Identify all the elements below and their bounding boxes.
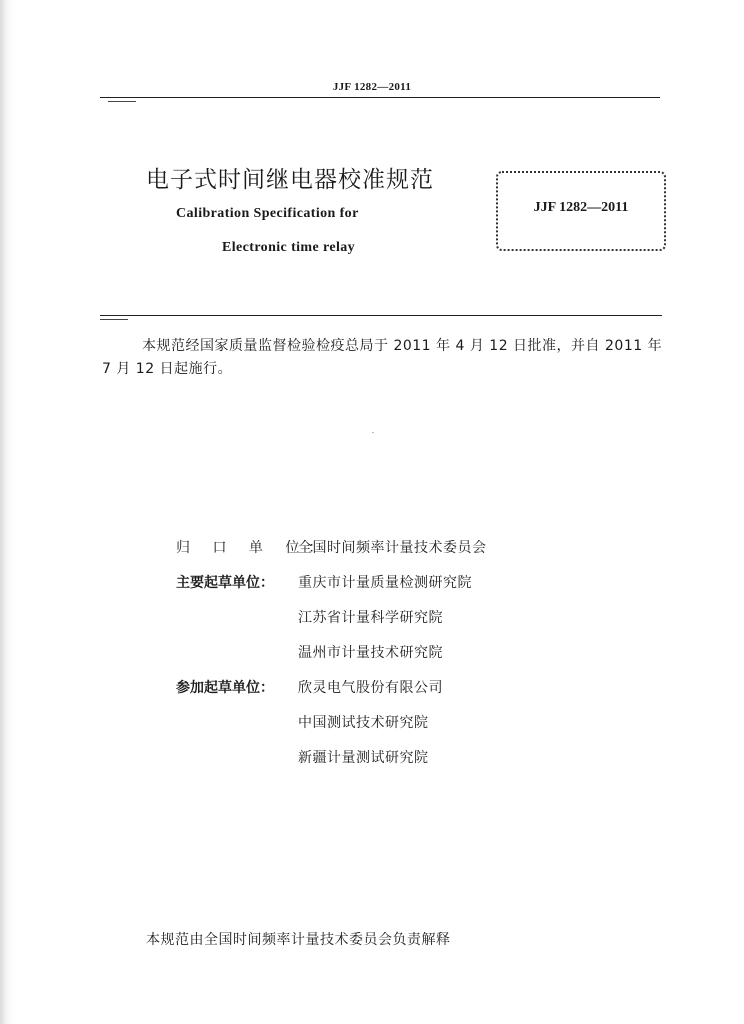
org-row-participating-drafter <box>176 712 487 747</box>
interpretation-note: 本规范由全国时间频率计量技术委员会负责解释 <box>146 932 451 948</box>
org-row-participating-drafter <box>176 747 487 782</box>
org-row-main-drafter <box>176 572 487 607</box>
org-label-participating-drafters: 参加起草单位： <box>176 680 274 696</box>
title-chinese: 电子式时间继电器校准规范 <box>146 167 434 193</box>
drafting-organizations <box>176 537 487 782</box>
org-value: 新疆计量测试研究院 <box>298 750 429 766</box>
header-standard-code: JJF 1282—2011 <box>332 81 412 93</box>
section-divider <box>100 315 662 316</box>
header-rule-mark <box>108 101 136 102</box>
org-value: 江苏省计量科学研究院 <box>298 610 443 626</box>
org-row-participating-drafter <box>176 677 487 712</box>
org-row-main-drafter <box>176 607 487 642</box>
standard-code-box <box>496 171 666 251</box>
org-row-responsible <box>176 537 487 572</box>
org-value: 温州市计量技术研究院 <box>298 645 443 661</box>
org-row-main-drafter <box>176 642 487 677</box>
header-rule <box>100 97 660 98</box>
org-value: 全国时间频率计量技术委员会 <box>298 540 487 556</box>
org-value: 欣灵电气股份有限公司 <box>298 680 443 696</box>
scan-speck <box>372 432 374 433</box>
org-label-responsible: 归 口 单 位： <box>176 540 332 556</box>
org-value: 中国测试技术研究院 <box>298 715 429 731</box>
title-english-line1: Calibration Specification for <box>176 206 359 221</box>
org-value: 重庆市计量质量检测研究院 <box>298 575 472 591</box>
title-english-line2: Electronic time relay <box>222 240 356 255</box>
approval-statement: 本规范经国家质量监督检验检疫总局于 2011 年 4 月 12 日批准，并自 2011 年 7 月 12 日起施行。 <box>102 338 663 377</box>
org-label-main-drafters: 主要起草单位： <box>176 575 274 591</box>
standard-code-box-text: JJF 1282—2011 <box>533 200 629 215</box>
section-divider-mark <box>100 319 128 320</box>
